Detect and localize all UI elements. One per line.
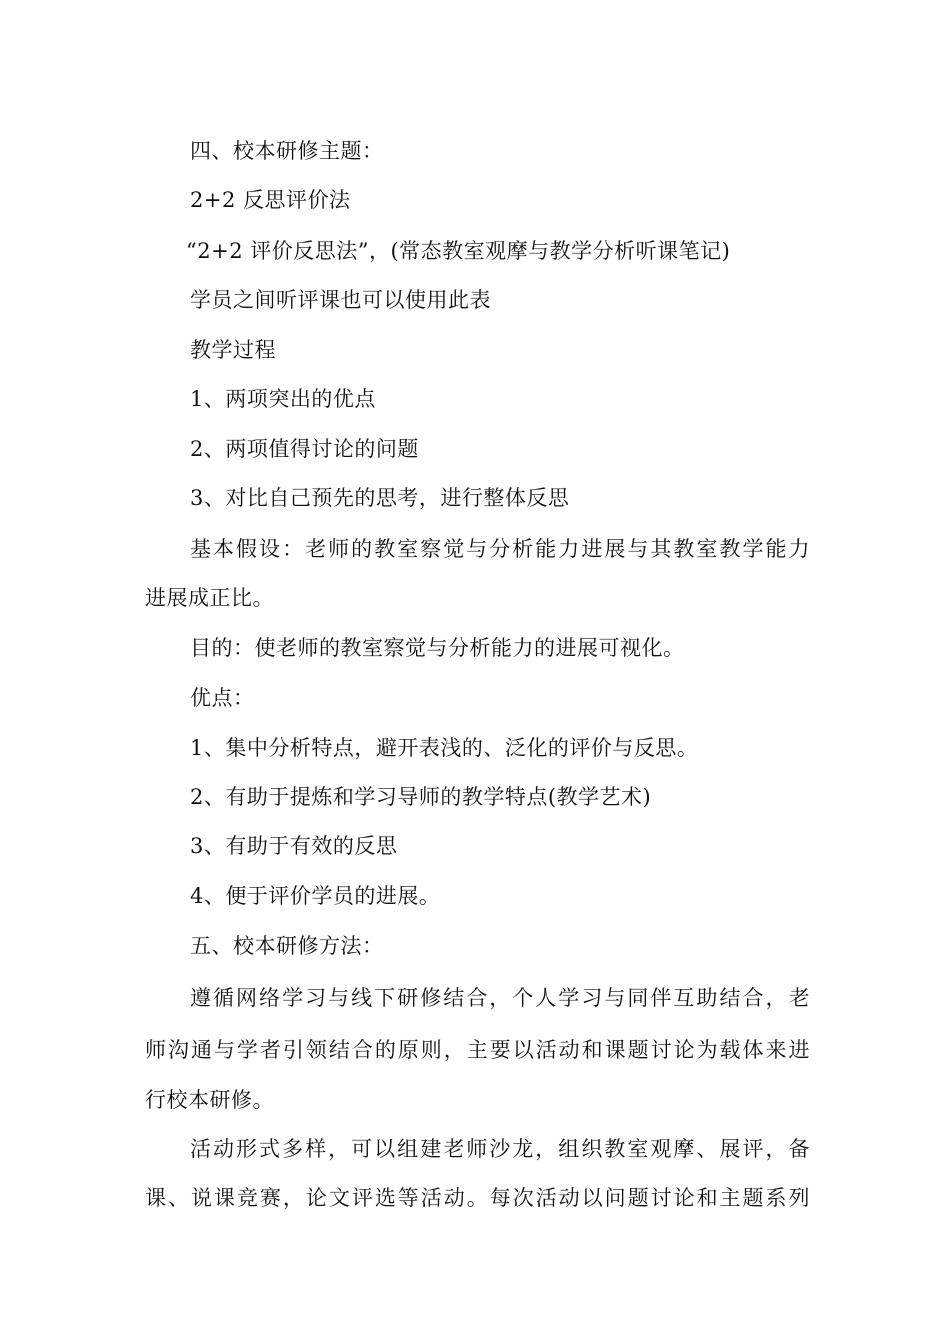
list-item: 1、集中分析特点，避开表浅的、泛化的评价与反思。 xyxy=(190,736,699,760)
paragraph-line: 行校本研修。 xyxy=(145,1088,274,1112)
list-item: 4、便于评价学员的进展。 xyxy=(190,884,441,908)
paragraph-line: 活动形式多样，可以组建老师沙龙，组织教室观摩、展评，备 xyxy=(190,1137,810,1161)
list-item: 2、有助于提炼和学习导师的教学特点(教学艺术) xyxy=(190,785,652,809)
paragraph-line: 学员之间听评课也可以使用此表 xyxy=(190,288,491,312)
paragraph-line: 师沟通与学者引领结合的原则，主要以活动和课题讨论为载体来进 xyxy=(145,1038,810,1062)
section-heading-4: 四、校本研修主题： xyxy=(190,139,384,163)
paragraph-line: 课、说课竞赛，论文评选等活动。每次活动以问题讨论和主题系列 xyxy=(145,1186,810,1210)
list-item: 1、两项突出的优点 xyxy=(190,387,376,411)
paragraph-line: 基本假设：老师的教室察觉与分析能力进展与其教室教学能力 xyxy=(190,537,810,561)
paragraph-line: 优点： xyxy=(190,686,255,710)
section-heading-5: 五、校本研修方法： xyxy=(190,934,384,958)
paragraph-line: 进展成正比。 xyxy=(145,586,274,610)
paragraph-line: 教学过程 xyxy=(190,338,276,362)
list-item: 3、有助于有效的反思 xyxy=(190,834,398,858)
paragraph-line: “2+2 评价反思法”，(常态教室观摩与教学分析听课笔记) xyxy=(186,239,731,263)
paragraph-line: 2+2 反思评价法 xyxy=(190,188,351,212)
list-item: 3、对比自己预先的思考，进行整体反思 xyxy=(190,486,570,510)
list-item: 2、两项值得讨论的问题 xyxy=(190,437,419,461)
paragraph-line: 遵循网络学习与线下研修结合，个人学习与同伴互助结合，老 xyxy=(190,986,810,1010)
paragraph-line: 目的：使老师的教室察觉与分析能力的进展可视化。 xyxy=(190,636,685,660)
